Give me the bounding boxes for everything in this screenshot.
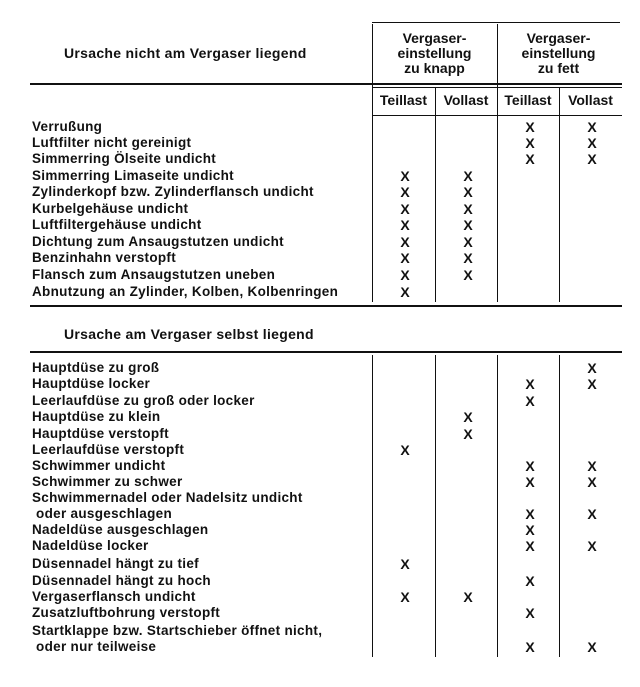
row-mark: X: [525, 538, 535, 554]
row-mark: X: [463, 409, 473, 425]
row-mark: X: [525, 573, 535, 589]
col-divider-1b: [372, 355, 373, 657]
row-mark: X: [587, 506, 597, 522]
row-label: Abnutzung an Zylinder, Kolben, Kolbenringen: [32, 284, 339, 299]
subheader-top-rule: [372, 87, 622, 88]
row-mark: X: [587, 538, 597, 554]
group-header-rich-line2: einstellung: [521, 45, 596, 61]
group-header-lean-line2: einstellung: [397, 45, 472, 61]
table-title: Ursache nicht am Vergaser liegend: [64, 45, 307, 61]
row-label: Schwimmer undicht: [32, 458, 166, 473]
row-mark: X: [463, 201, 473, 217]
col-divider-4b: [559, 355, 560, 657]
row-mark: X: [587, 639, 597, 655]
section2-title: Ursache am Vergaser selbst liegend: [64, 326, 314, 342]
row-label: Düsennadel hängt zu hoch: [32, 573, 211, 588]
subcol-vollast-2: Vollast: [568, 92, 613, 108]
row-mark: X: [463, 184, 473, 200]
row-label: Flansch zum Ansaugstutzen uneben: [32, 267, 276, 282]
row-label: Simmerring Limaseite undicht: [32, 168, 234, 183]
group-header-lean-line3: zu knapp: [404, 60, 465, 76]
row-mark: X: [400, 184, 410, 200]
row-mark: X: [525, 393, 535, 409]
row-label: Startklappe bzw. Startschieber öffnet nicht, oder nur teilweise: [32, 623, 323, 654]
row-mark: X: [587, 135, 597, 151]
row-mark: X: [587, 458, 597, 474]
row-mark: X: [463, 234, 473, 250]
row-label: Schwimmer zu schwer: [32, 474, 183, 489]
row-label: Verrußung: [32, 119, 103, 134]
row-label: Benzinhahn verstopft: [32, 250, 177, 265]
row-mark: X: [525, 506, 535, 522]
subcol-teillast-1: Teillast: [379, 92, 428, 108]
row-mark: X: [463, 168, 473, 184]
header-top-rule: [372, 22, 620, 23]
row-mark: X: [400, 267, 410, 283]
row-label: Nadeldüse locker: [32, 538, 149, 553]
row-mark: X: [400, 250, 410, 266]
row-mark: X: [587, 119, 597, 135]
row-label: Nadeldüse ausgeschlagen: [32, 522, 209, 537]
header-rule: [30, 83, 622, 85]
subheader-rule: [372, 115, 622, 116]
row-mark: X: [525, 639, 535, 655]
row-mark: X: [400, 234, 410, 250]
row-label: Düsennadel hängt zu tief: [32, 556, 199, 571]
row-mark: X: [400, 442, 410, 458]
subcol-teillast-2: Teillast: [504, 92, 552, 108]
row-mark: X: [463, 217, 473, 233]
row-label: Hauptdüse locker: [32, 376, 151, 391]
row-mark: X: [525, 605, 535, 621]
subcol-vollast-1: Vollast: [443, 92, 489, 108]
row-label: Zylinderkopf bzw. Zylinderflansch undicht: [32, 184, 314, 199]
row-label: Hauptdüse verstopft: [32, 426, 169, 441]
row-mark: X: [525, 522, 535, 538]
row-mark: X: [587, 376, 597, 392]
row-label: Hauptdüse zu klein: [32, 409, 161, 424]
row-mark: X: [400, 284, 410, 300]
row-mark: X: [525, 119, 535, 135]
group-header-rich-line1: Vergaser-: [526, 30, 591, 46]
col-divider-2b: [435, 355, 436, 657]
row-label: Simmerring Ölseite undicht: [32, 151, 217, 166]
row-mark: X: [525, 474, 535, 490]
row-mark: X: [400, 217, 410, 233]
row-mark: X: [463, 426, 473, 442]
row-mark: X: [463, 267, 473, 283]
row-label: Hauptdüse zu groß: [32, 360, 160, 375]
row-label: Kurbelgehäuse undicht: [32, 201, 189, 216]
row-label: Vergaserflansch undicht: [32, 589, 196, 604]
row-label: Zusatzluftbohrung verstopft: [32, 605, 221, 620]
row-mark: X: [525, 458, 535, 474]
group-header-rich-line3: zu fett: [537, 60, 580, 76]
row-mark: X: [400, 556, 410, 572]
row-mark: X: [400, 589, 410, 605]
col-divider-4: [559, 88, 560, 302]
row-mark: X: [463, 589, 473, 605]
row-mark: X: [400, 201, 410, 217]
row-label: Leerlaufdüse verstopft: [32, 442, 185, 457]
row-mark: X: [525, 135, 535, 151]
group-header-lean: [372, 31, 497, 76]
row-mark: X: [463, 250, 473, 266]
row-mark: X: [587, 474, 597, 490]
row-label: Luftfiltergehäuse undicht: [32, 217, 202, 232]
col-divider-3b: [497, 355, 498, 657]
section2-header-rule: [30, 351, 622, 353]
row-mark: X: [525, 376, 535, 392]
col-divider-2: [435, 88, 436, 302]
row-mark: X: [587, 151, 597, 167]
row-label: Luftfilter nicht gereinigt: [32, 135, 192, 150]
row-label: Schwimmernadel oder Nadelsitz undicht oder ausgeschlagen: [32, 490, 303, 521]
row-label: Dichtung zum Ansaugstutzen undicht: [32, 234, 284, 249]
row-mark: X: [525, 151, 535, 167]
group-header-rich: [497, 31, 620, 76]
row-mark: X: [400, 168, 410, 184]
row-label: Leerlaufdüse zu groß oder locker: [32, 393, 255, 408]
row-mark: X: [587, 360, 597, 376]
group-header-lean-line1: Vergaser-: [402, 30, 467, 46]
section1-end-rule: [30, 305, 622, 307]
